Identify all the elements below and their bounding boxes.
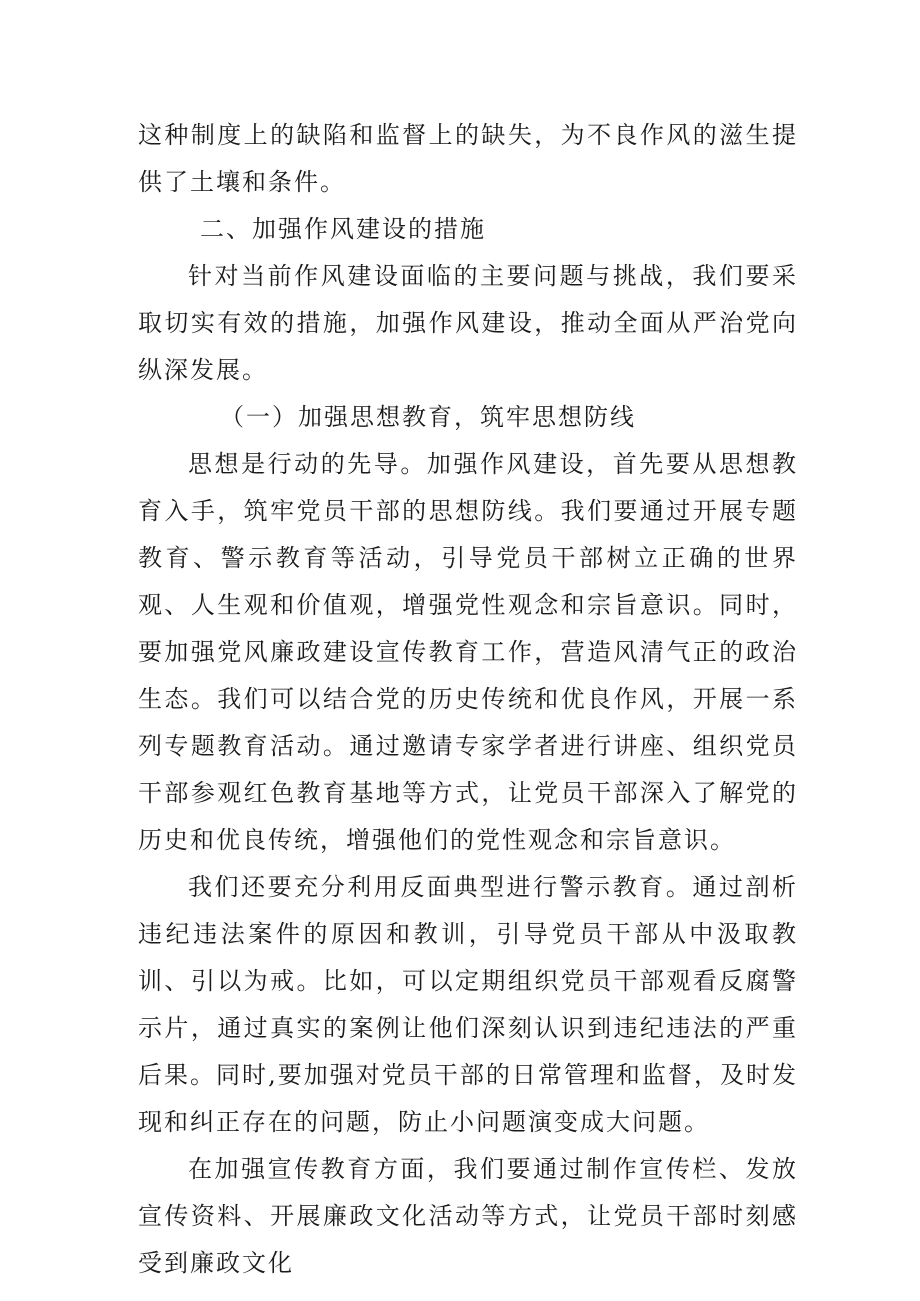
paragraph-warning-education: 我们还要充分利用反面典型进行警示教育。通过剖析违纪违法案件的原因和教训，引导党员干部从中汲取教训、引以为戒。比如，可以定期组织党员干部观看反腐警示片，通过真实的案例让他们深刻认识到违纪违法的严重后果。同时,要加强对党员干部的日常管理和监督，及时发现和纠正存在的问题，防止小问题演变成大问题。 bbox=[138, 873, 798, 1136]
paragraph-ideological-education: 思想是行动的先导。加强作风建设，首先要从思想教育入手，筑牢党员干部的思想防线。我们要通过开展专题教育、警示教育等活动，引导党员干部树立正确的世界观、人生观和价值观，增强党性观念和宗旨意识。同时，要加强党风廉政建设宣传教育工作，营造风清气正的政治生态。我们可以结合党的历史传统和优良作风，开展一系列专题教育活动。通过邀请专家学者进行讲座、组织党员干部参观红色教育基地等方式，让党员干部深入了解党的历史和优良传统，增强他们的党性观念和宗旨意识。 bbox=[138, 450, 798, 854]
paragraph-measures-intro: 针对当前作风建设面临的主要问题与挑战，我们要采取切实有效的措施，加强作风建设，推动全面从严治党向纵深发展。 bbox=[138, 262, 798, 384]
subsection-heading-ideological-education: （一）加强思想教育，筑牢思想防线 bbox=[220, 403, 636, 431]
document-body bbox=[138, 112, 798, 1287]
paragraph-publicity-education: 在加强宣传教育方面，我们要通过制作宣传栏、发放宣传资料、开展廉政文化活动等方式，让党员干部时刻感受到廉政文化 bbox=[138, 1155, 798, 1277]
paragraph-intro-continuation: 这种制度上的缺陷和监督上的缺失，为不良作风的滋生提供了土壤和条件。 bbox=[138, 121, 798, 196]
section-heading-measures: 二、加强作风建设的措施 bbox=[200, 215, 486, 243]
